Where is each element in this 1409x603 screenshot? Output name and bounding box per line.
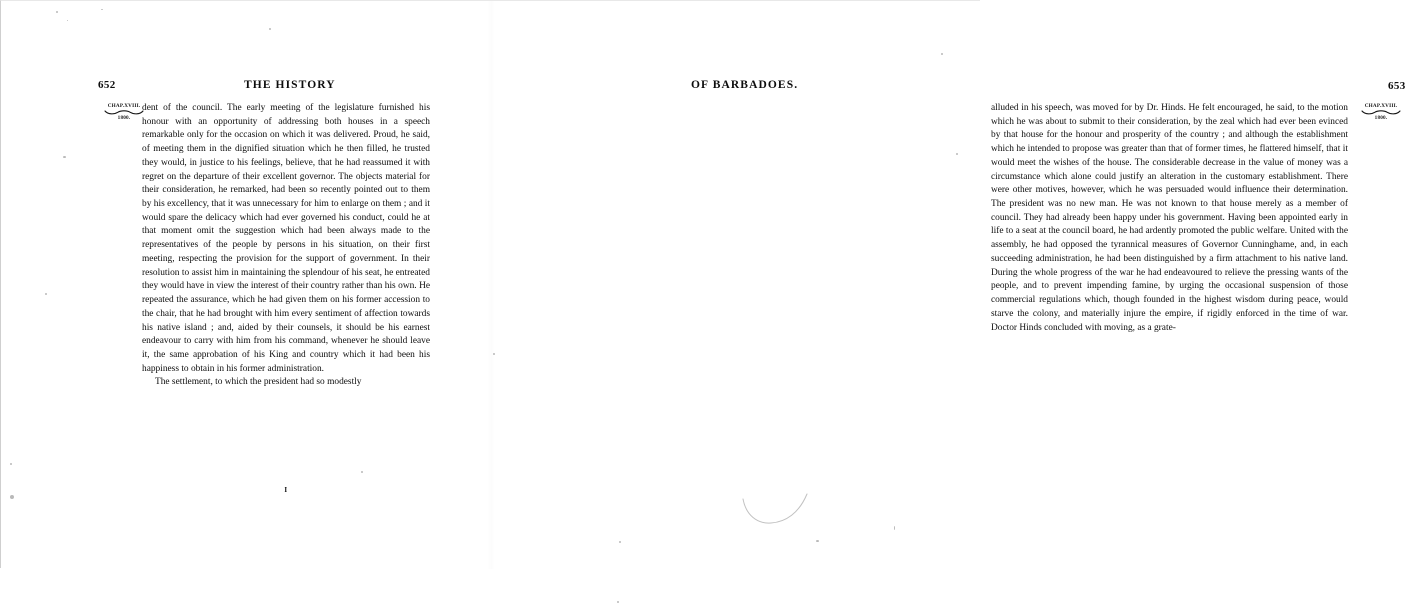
recto-folio-number: 653 xyxy=(1388,80,1406,92)
recto-margin-year-label: 1800. xyxy=(1374,115,1388,122)
verso-paragraph: The settlement, to which the president had so modestly xyxy=(155,377,362,388)
recto-running-title: OF BARBADOES. xyxy=(691,79,799,91)
verso-margin-year-label: 1800. xyxy=(117,115,131,122)
verso-running-title: THE HISTORY xyxy=(244,79,336,91)
recto-margin-chapter-note xyxy=(1353,103,1409,122)
verso-folio-number: 652 xyxy=(98,79,116,91)
recto-margin-chapter-label: CHAP.XVIII. xyxy=(1364,103,1398,109)
verso-text-block xyxy=(142,102,430,390)
recto-page xyxy=(491,1,1406,569)
verso-margin-chapter-label: CHAP.XVIII. xyxy=(107,103,141,109)
recto-text-block xyxy=(991,102,1348,335)
verso-paragraph: dent of the council. The early meeting of the legislature furnished his honour with an opportunity of addressing both houses in a speech remarkable only for the occasion on which it was delivered. Proud, he said, of meeting them in the dignified situation which he then filled, he trusted they would, in justice to his feelings, believe, that he had reassumed it with regret on the departure of their excellent governor. The objects material for their consideration, he remarked, had been so recently pointed out to them by his excellency, that it was unnecessary for him to enlarge on them ; and it would spare the delicacy which had ever governed his conduct, could he at that moment omit the suggestion which had been always made to the representatives of the people by persons in his situation, on their first meeting, respecting the provision for the support of government. In their resolution to assist him in maintaining the splendour of his seat, he entreated they would have in view the interest of their country rather than his own. He repeated the assurance, which he had given them on his former accession to the chair, that he had brought with him every sentiment of affection towards his native island ; and, aided by their counsels, it should be his earnest endeavour to carry with him from his command, whenever he should leave it, the same approbation of his King and country which it had been his happiness to obtain in his former administration. xyxy=(142,103,430,374)
recto-paragraph: alluded in his speech, was moved for by Dr. Hinds. He felt encouraged, he said, to the motion which he was about to submit to their consideration, by the zeal which had ever been evinced by that house for the honour and prosperity of the country ; and although the establishment which he intended to propose was greater than that of former times, he flattered himself, that it would meet the wishes of the house. The considerable decrease in the value of money was a circumstance which alone could justify an alteration in the customary establishment. There were other motives, however, which he was persuaded would influence their determination. The president was no new man. He was not known to that house merely as a member of council. They had already been happy under his government. Having been appointed early in life to a seat at the council board, he had ardently promoted the public welfare. United with the assembly, he had opposed the tyrannical measures of Governor Cunninghame, and, in each succeeding administration, he had been distinguished by a firm attachment to his native land. During the whole progress of the war he had endeavoured to relieve the pressing wants of the people, and to prevent impending famine, by urging the occasional suspension of those commercial regulations which, though founded in the highest wisdom during peace, would starve the colony, and materially injure the empire, if rigidly enforced in the time of war. Doctor Hinds concluded with moving, as a grate- xyxy=(991,103,1348,333)
verso-page xyxy=(1,1,491,569)
verso-signature-mark: I xyxy=(284,486,288,494)
